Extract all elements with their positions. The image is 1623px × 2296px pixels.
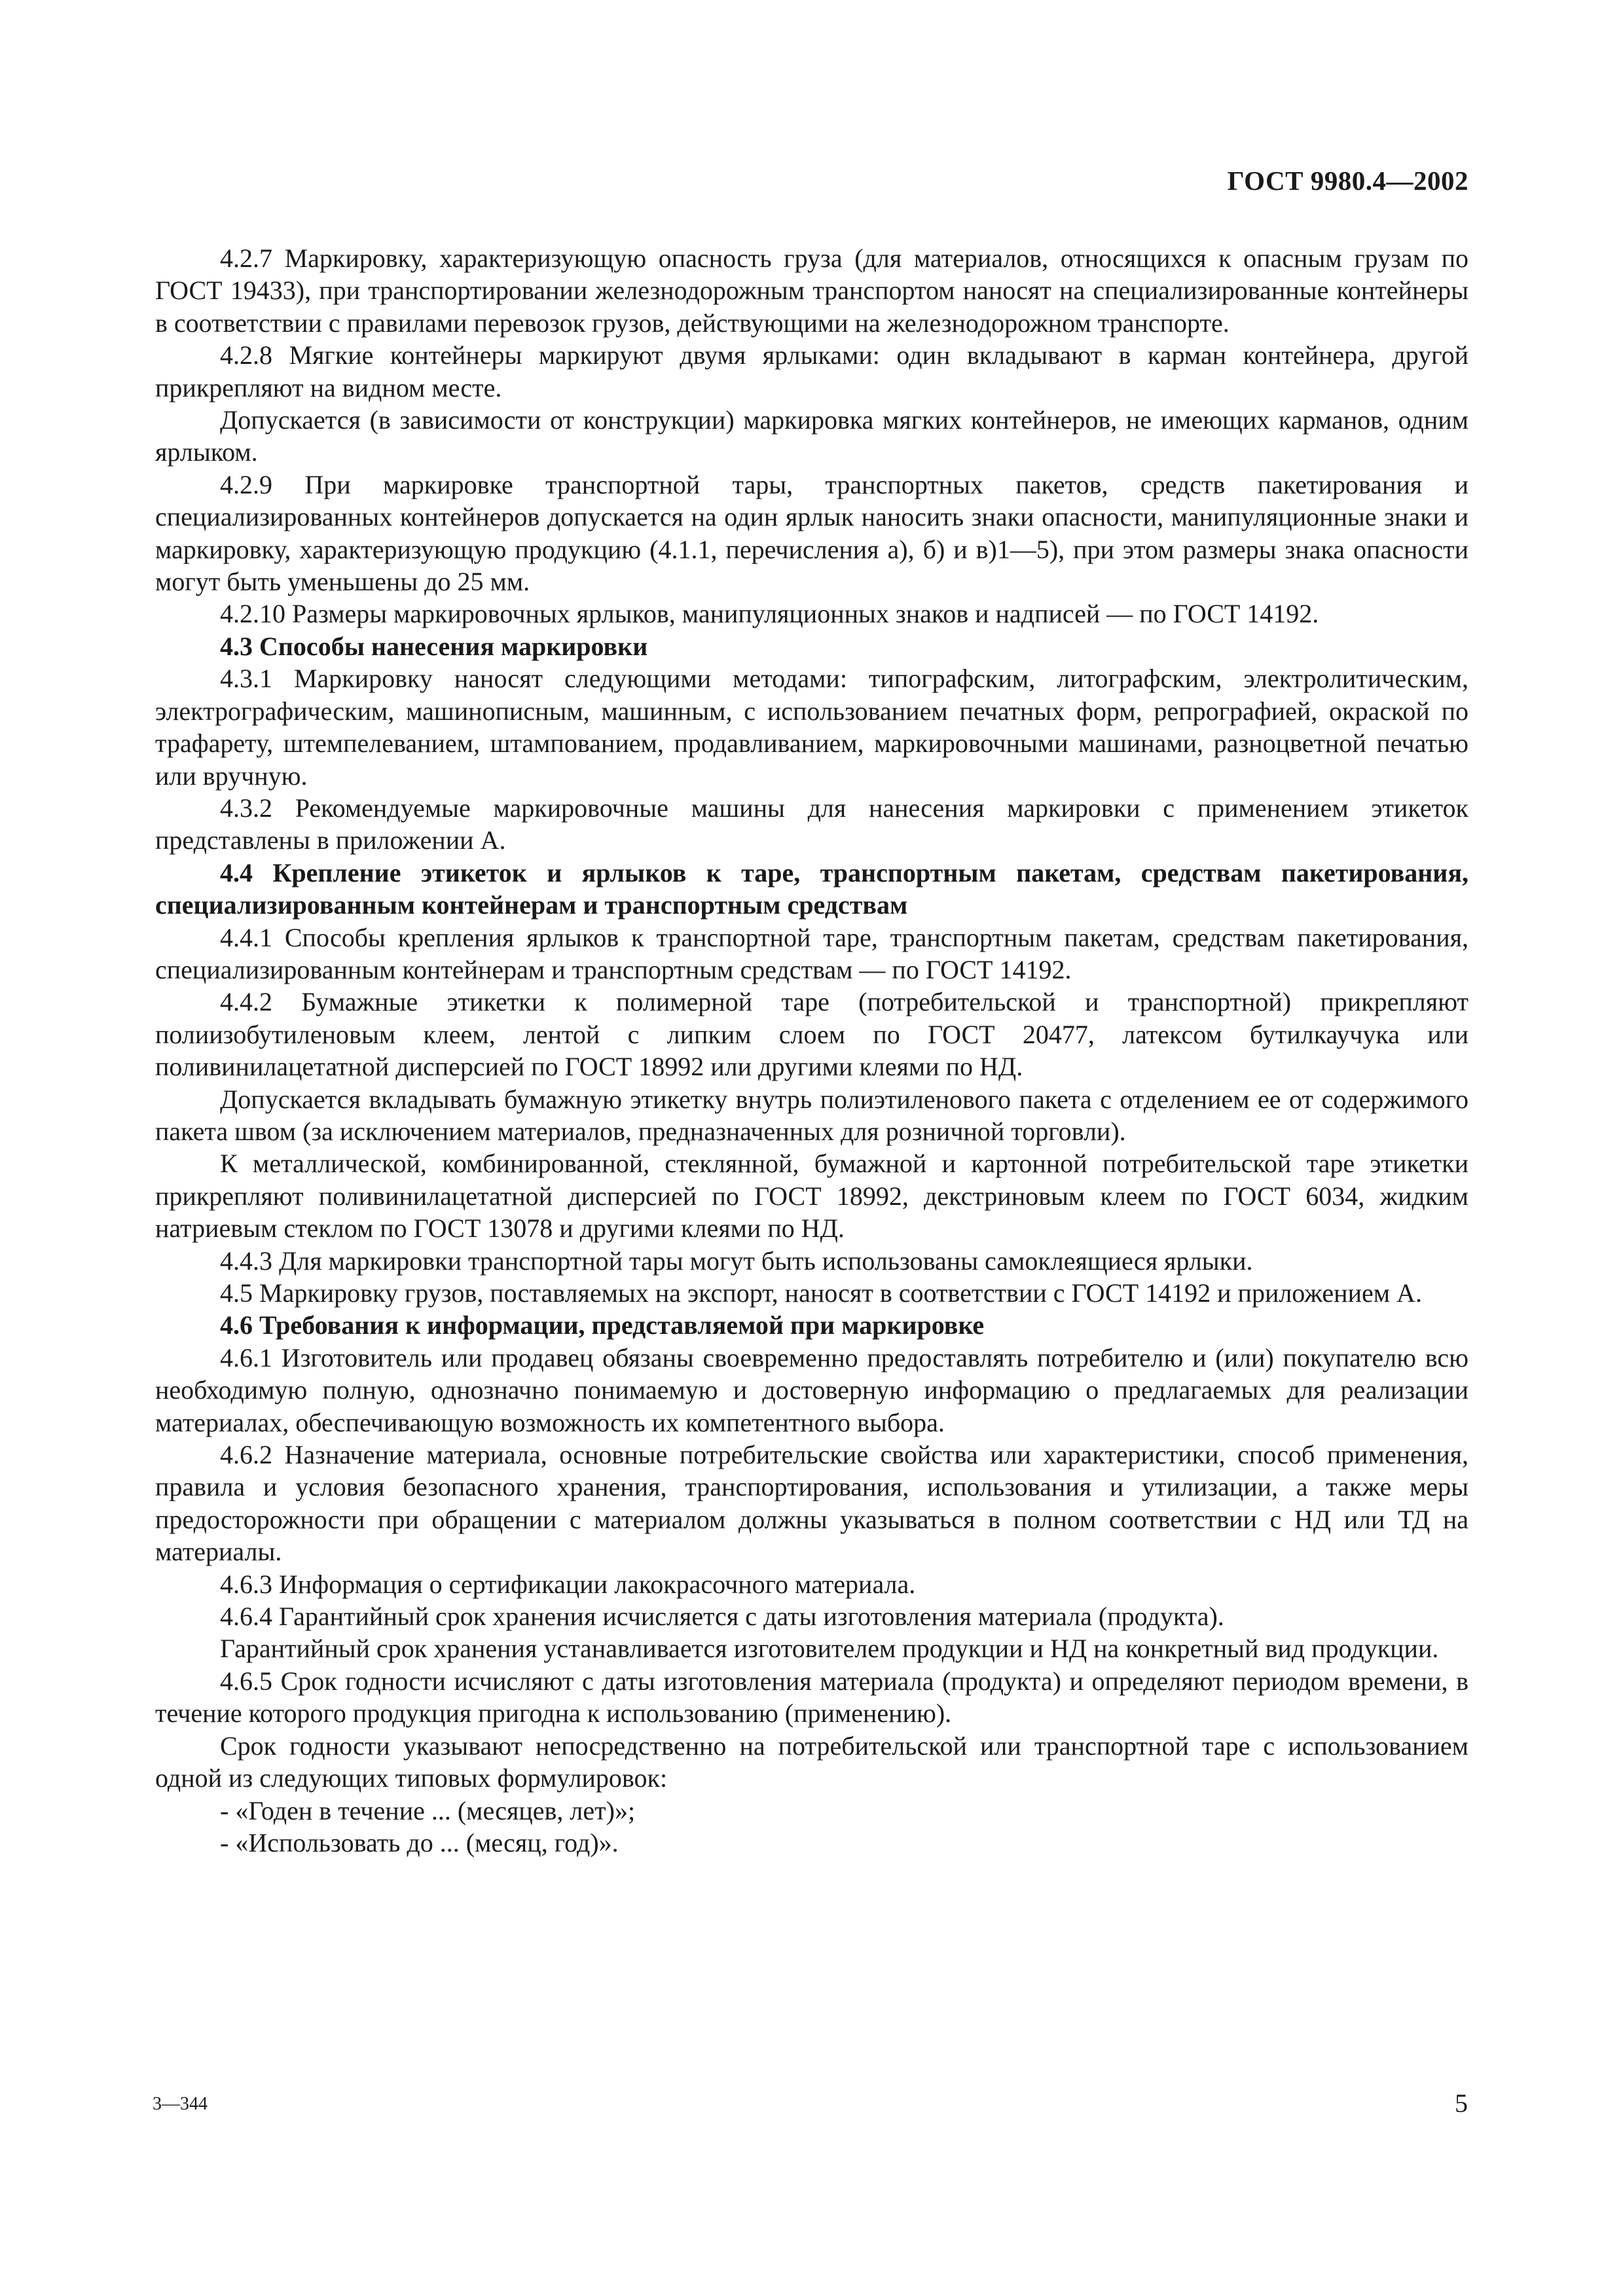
paragraph: 4.6.5 Срок годности исчисляют с даты изготовления материала (продукта) и определяют периодом времени, в течение которого продукция пригодна к использованию (применению).	[155, 1666, 1468, 1729]
paragraph: 4.5 Маркировку грузов, поставляемых на экспорт, наносят в соответствии с ГОСТ 14192 и приложением А.	[220, 1278, 1422, 1308]
paragraph: 4.3.1 Маркировку наносят следующими методами: типографским, литографским, электролитическим, электрографическим, машинописным, машинным, с использованием печатных форм, репрографией, окраской по трафарету, штемпелеванием, штампованием, продавливанием, маркировочными машинами, разноцветной печатью или вручную.	[155, 664, 1468, 791]
paragraph: К металлической, комбинированной, стеклянной, бумажной и картонной потребительской таре этикетки прикрепляют поливинилацетатной дисперсией по ГОСТ 18992, декстриновым клеем по ГОСТ 6034, жидким натриевым стеклом по ГОСТ 13078 и другими клеями по НД.	[155, 1149, 1468, 1244]
paragraph: Гарантийный срок хранения устанавливается изготовителем продукции и НД на конкретный вид продукции.	[220, 1634, 1439, 1664]
section-heading: 4.6 Требования к информации, представляемой при маркировке	[220, 1310, 985, 1340]
list-item: - «Использовать до ... (месяц, год)».	[220, 1827, 619, 1857]
list-item: - «Годен в течение ... (месяцев, лет)»;	[220, 1795, 636, 1825]
paragraph: Срок годности указывают непосредственно на потребительской или транспортной таре с использованием одной из следующих типовых формулировок:	[155, 1731, 1468, 1793]
paragraph: 4.4.3 Для маркировки транспортной тары могут быть использованы самоклеящиеся ярлыки.	[220, 1246, 1253, 1276]
footer-print-code: 3—344	[153, 2094, 208, 2114]
paragraph: 4.2.7 Маркировку, характеризующую опасность груза (для материалов, относящихся к опасным грузам по ГОСТ 19433), при транспортировании железнодорожным транспортом наносят на специализированные контейнеры в соответствии с правилами перевозок грузов, действующими на железнодорожном транспорте.	[155, 243, 1468, 338]
section-heading: 4.4 Крепление этикеток и ярлыков к таре, транспортным пакетам, средствам пакетирования, специализированным контейнерам и транспортным средствам	[155, 857, 1468, 920]
page-number: 5	[1455, 2089, 1468, 2118]
document-header-title: ГОСТ 9980.4—2002	[1227, 166, 1468, 196]
paragraph: Допускается вкладывать бумажную этикетку внутрь полиэтиленового пакета с отделением ее от содержимого пакета швом (за исключением материалов, предназначенных для розничной торговли).	[155, 1084, 1468, 1146]
paragraph: 4.3.2 Рекомендуемые маркировочные машины для нанесения маркировки с применением этикеток представлены в приложении А.	[155, 793, 1468, 855]
paragraph: 4.2.9 При маркировке транспортной тары, транспортных пакетов, средств пакетирования и специализированных контейнеров допускается на один ярлык наносить знаки опасности, манипуляционные знаки и маркировку, характеризующую продукцию (4.1.1, перечисления а), б) и в)1—5), при этом размеры знака опасности могут быть уменьшены до 25 мм.	[155, 469, 1468, 597]
paragraph: 4.2.10 Размеры маркировочных ярлыков, манипуляционных знаков и надписей — по ГОСТ 14192.	[220, 599, 1319, 629]
paragraph: Допускается (в зависимости от конструкции) маркировка мягких контейнеров, не имеющих карманов, одним ярлыком.	[155, 405, 1468, 467]
paragraph: 4.6.3 Информация о сертификации лакокрасочного материала.	[220, 1569, 916, 1599]
paragraph: 4.6.1 Изготовитель или продавец обязаны своевременно предоставлять потребителю и (или) покупателю всю необходимую полную, однозначно понимаемую и достоверную информацию о предлагаемых для реализации материалах, обеспечивающую возможность их компетентного выбора.	[155, 1342, 1468, 1437]
section-heading: 4.3 Способы нанесения маркировки	[220, 631, 648, 661]
document-body	[155, 242, 1468, 1859]
paragraph: 4.2.8 Мягкие контейнеры маркируют двумя ярлыками: один вкладывают в карман контейнера, другой прикрепляют на видном месте.	[155, 340, 1468, 403]
paragraph: 4.6.2 Назначение материала, основные потребительские свойства или характеристики, способ применения, правила и условия безопасного хранения, транспортирования, использования и утилизации, а также меры предосторожности при обращении с материалом должны указываться в полном соответствии с НД или ТД на материалы.	[155, 1440, 1468, 1567]
paragraph: 4.4.1 Способы крепления ярлыков к транспортной таре, транспортным пакетам, средствам пакетирования, специализированным контейнерам и транспортным средствам — по ГОСТ 14192.	[155, 922, 1468, 984]
paragraph: 4.6.4 Гарантийный срок хранения исчисляется с даты изготовления материала (продукта).	[220, 1602, 1224, 1632]
paragraph: 4.4.2 Бумажные этикетки к полимерной таре (потребительской и транспортной) прикрепляют полиизобутиленовым клеем, лентой с липким слоем по ГОСТ 20477, латексом бутилкаучука или поливинилацетатной дисперсией по ГОСТ 18992 или другими клеями по НД.	[155, 987, 1468, 1082]
